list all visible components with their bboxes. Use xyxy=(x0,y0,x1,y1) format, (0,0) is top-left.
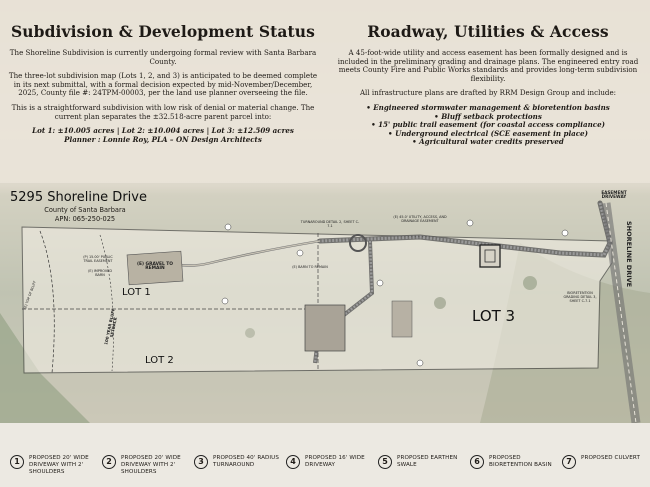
legend-number: 2 xyxy=(102,455,116,469)
lot-1-label: LOT 1 xyxy=(122,287,151,298)
utility-easement-label: (E) 45.0' UTILITY, ACCESS, AND DRAINAGE EASEMENT xyxy=(393,215,447,223)
legend-text: PROPOSED 20' WIDE DRIVEWAY WITH 2' SHOULDERS xyxy=(121,455,181,475)
legend-text: PROPOSED EARTHEN SWALE xyxy=(397,455,458,468)
subdivision-risk-text: This is a straightforward subdivision with low risk of denial or material change. The current plan separates the ±32.518-acre parent parcel into: xyxy=(11,102,315,121)
lot-3-label: LOT 3 xyxy=(472,307,516,325)
infrastructure-list xyxy=(332,104,644,147)
legend-text: PROPOSED 16' WIDE DRIVEWAY xyxy=(305,455,365,468)
infrastructure-item: • Underground electrical (SCE easement in place) xyxy=(332,130,644,139)
site-plan xyxy=(0,183,650,423)
property-address: 5295 Shoreline Drive xyxy=(10,190,147,205)
info-panel xyxy=(0,0,650,183)
easement-text: A 45-foot-wide utility and access easement has been formally designed and is included in the preliminary grading and drainage plans. The engineered entry road meets County Fire and Public Works standards and provides long-term subdivision flexibility. xyxy=(337,48,639,83)
legend xyxy=(0,423,650,487)
bioretention-label: BIORETENTION GRADING DETAIL 3, SHEET C-7.1 xyxy=(563,291,597,303)
roadway-utilities-title: Roadway, Utilities & Access xyxy=(367,22,609,41)
infrastructure-item: • 15' public trail easement (for coastal access compliance) xyxy=(332,121,644,130)
subdivision-review-text: The Shoreline Subdivision is currently undergoing formal review with Santa Barbara County. xyxy=(9,48,317,66)
legend-text: PROPOSED 40' RADIUS TURNAROUND xyxy=(213,455,280,468)
property-title-block xyxy=(10,190,160,223)
legend-number: 5 xyxy=(378,455,392,469)
gravel-label: (E) GRAVEL TO REMAIN xyxy=(136,262,174,271)
property-apn: APN: 065-250-025 xyxy=(54,215,116,223)
subdivision-map-text: The three-lot subdivision map (Lots 1, 2, and 3) is anticipated to be deemed complete in its next submittal, with a formal decision expected by mid-November/December, 2025, County file #: 24TPM-00003, per the land use planner overseeing the file. xyxy=(8,71,318,98)
property-county: County of Santa Barbara xyxy=(44,206,126,214)
subdivision-status-section xyxy=(8,22,318,150)
infrastructure-item: • Bluff setback protections xyxy=(332,113,644,122)
infrastructure-intro-text: All infrastructure plans are drafted by RRM Design Group and include: xyxy=(359,88,617,98)
legend-number: 1 xyxy=(10,455,24,469)
shoreline-drive-label: SHORELINE DRIVE xyxy=(625,221,633,288)
lot-2-label: LOT 2 xyxy=(145,355,174,366)
subdivision-status-title: Subdivision & Development Status xyxy=(10,22,315,41)
easement-driveway-label: EASEMENT DRIVEWAY xyxy=(601,190,627,199)
barn-label: (E) BARN TO REMAIN xyxy=(292,265,328,269)
turnaround-label: TURNAROUND DETAIL 2, SHEET C-7.1 xyxy=(300,220,360,228)
improved-barn-label: (E) IMPROVED BARN xyxy=(88,269,112,277)
legend-text: PROPOSED BIORETENTION BASIN xyxy=(489,455,552,468)
legend-number: 3 xyxy=(194,455,208,469)
legend-number: 4 xyxy=(286,455,300,469)
legend-number: 6 xyxy=(470,455,484,469)
bluff-setback-label: 100 YEAR BLUFF SETBACK xyxy=(103,307,119,346)
top-of-bluff-label: (E) TOP OF BLUFF xyxy=(23,280,37,310)
infrastructure-item: • Engineered stormwater management & bioretention basins xyxy=(332,104,644,113)
planner-line: Planner : Lonnie Roy, PLA – ON Design Architects xyxy=(64,134,262,144)
legend-text: PROPOSED 20' WIDE DRIVEWAY WITH 2' SHOULDERS xyxy=(29,455,89,475)
legend-number: 7 xyxy=(562,455,576,469)
trail-easement-label: (P) 15.00' PUBLIC TRAIL EASEMENT xyxy=(83,255,113,263)
lot-acreage-line: Lot 1: ±10.005 acres | Lot 2: ±10.004 acres | Lot 3: ±12.509 acres xyxy=(32,126,294,136)
roadway-utilities-section xyxy=(332,22,644,147)
infrastructure-item: • Agricultural water credits preserved xyxy=(332,138,644,147)
legend-text: PROPOSED CULVERT xyxy=(581,455,640,461)
